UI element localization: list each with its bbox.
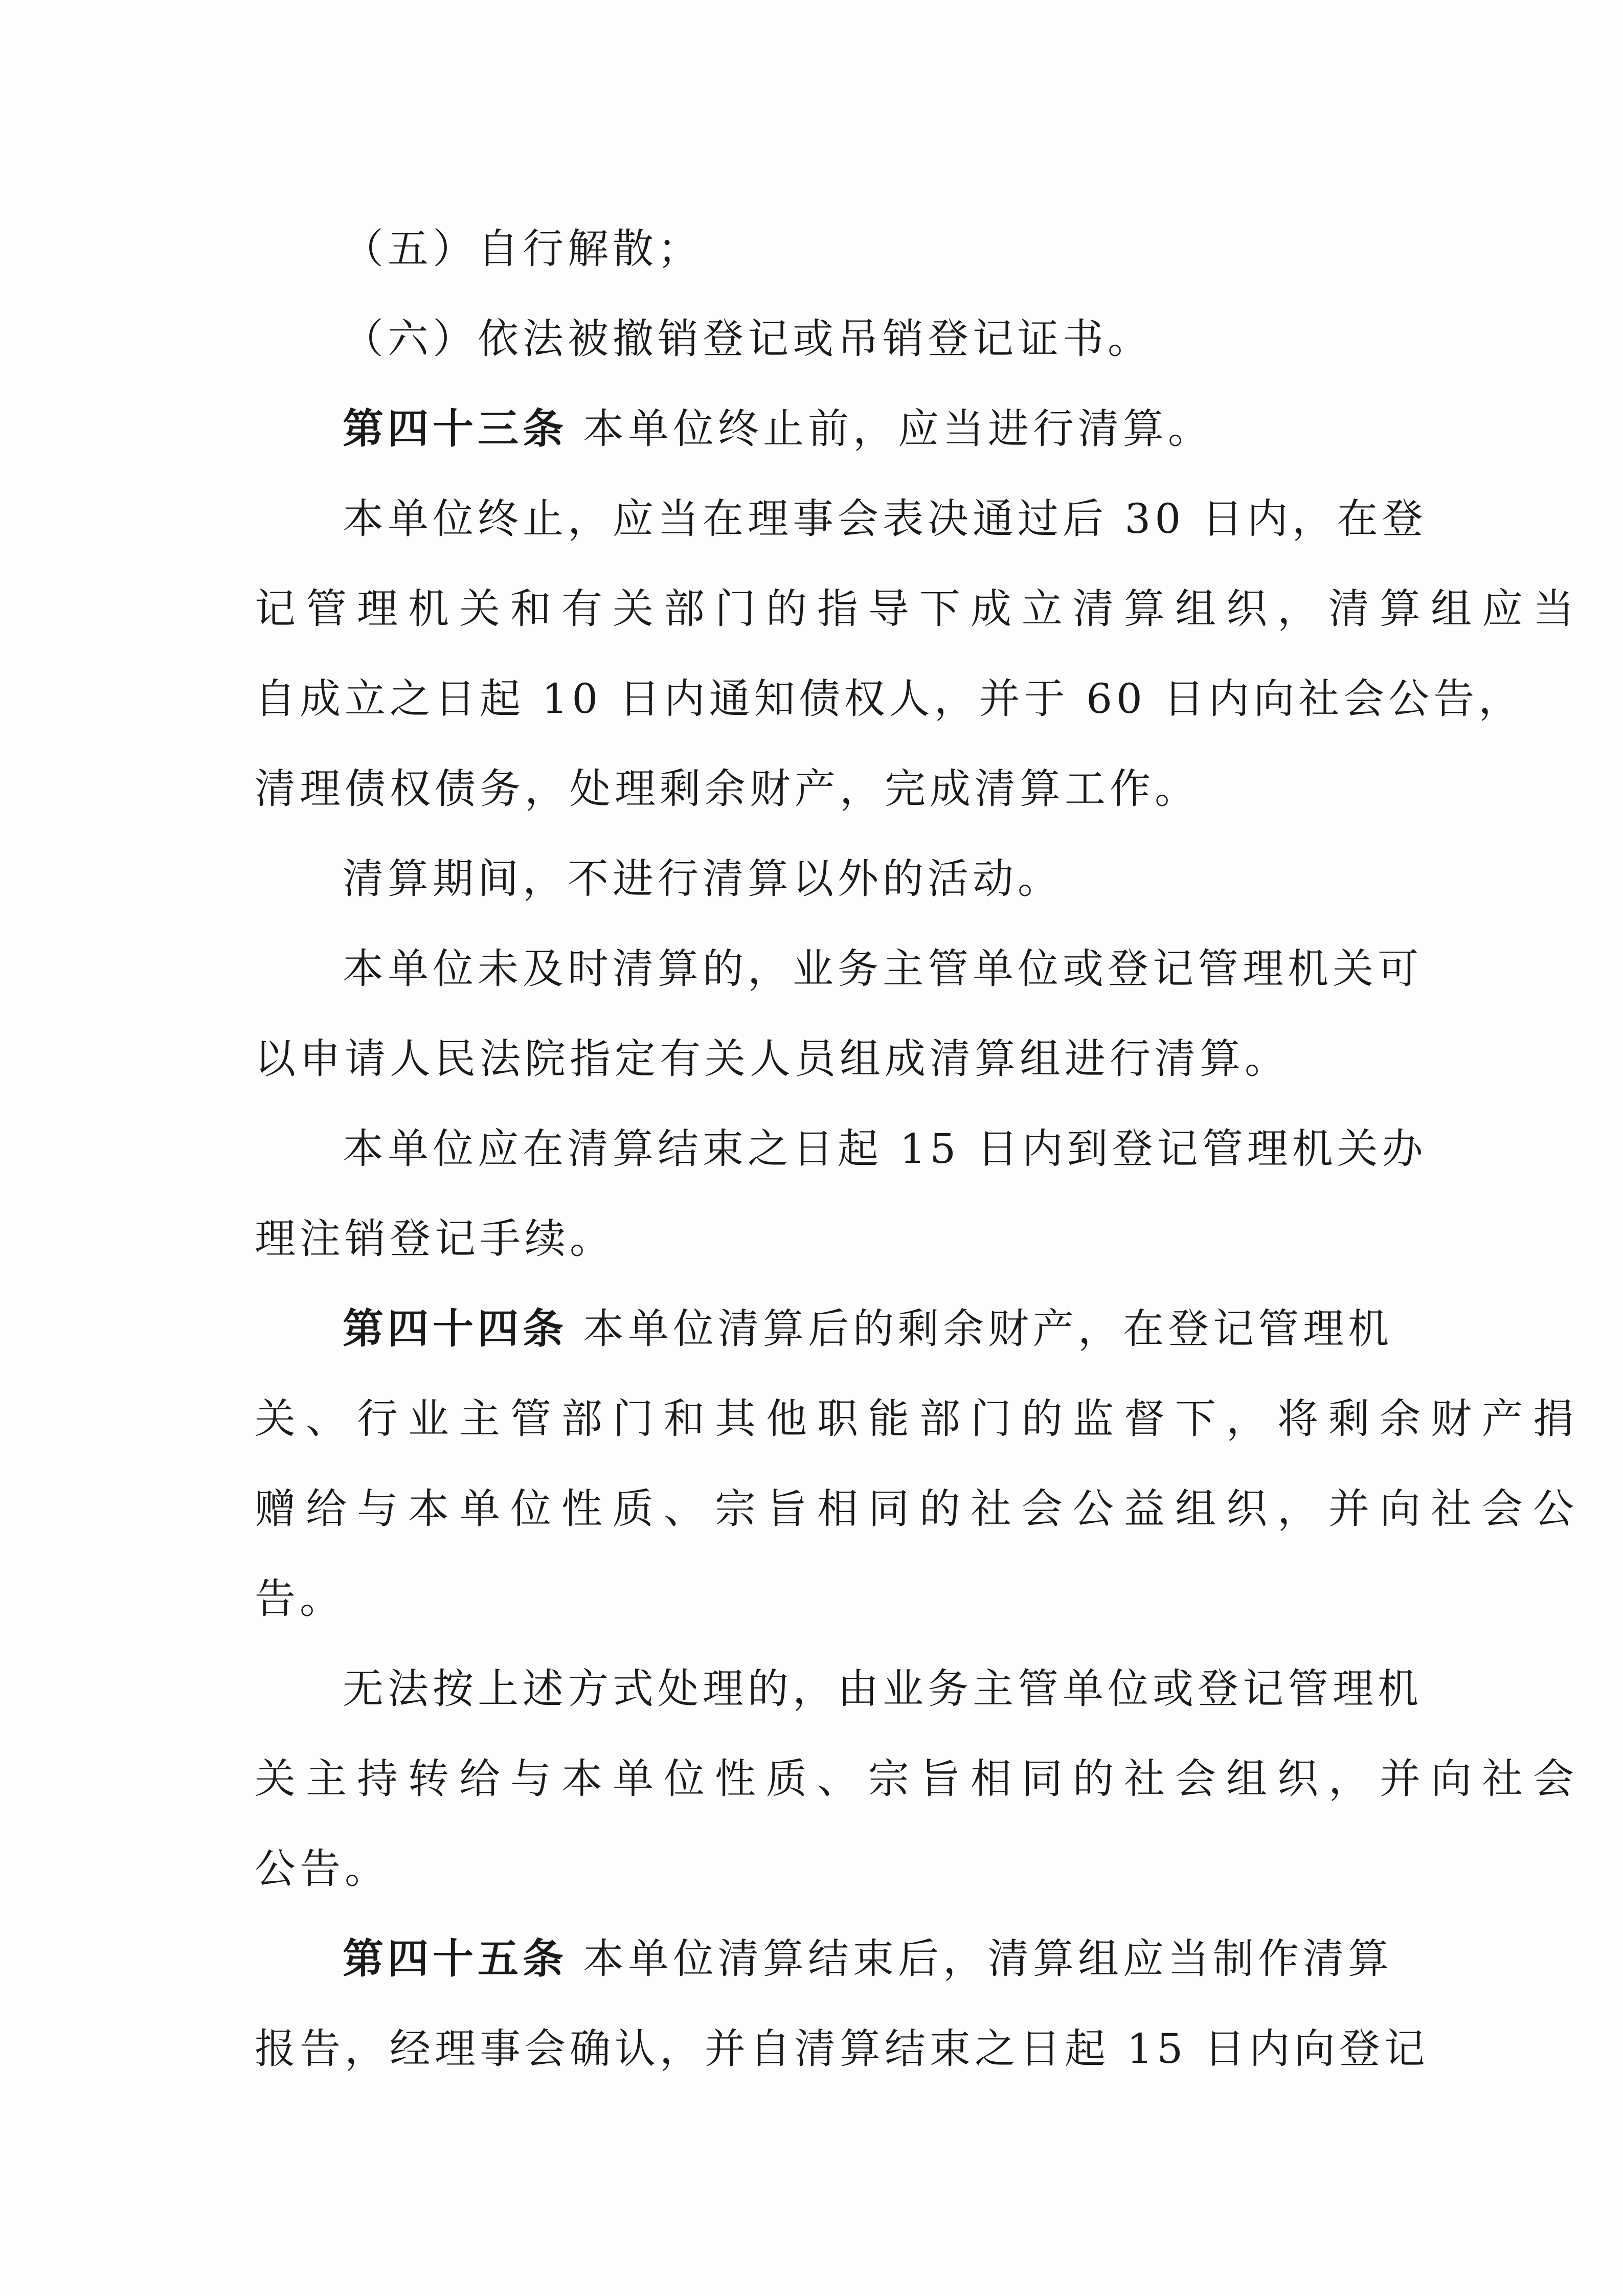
article-line [0, 1914, 1623, 2004]
paragraph-line [0, 1734, 1623, 1824]
paragraph-line [0, 1464, 1623, 1554]
line-text: 关主持转给与本单位性质、宗旨相同的社会组织，并向社会 [255, 1755, 1584, 1803]
line-text: 本单位终止前，应当进行清算。 [583, 405, 1213, 453]
line-text: 本单位未及时清算的，业务主管单位或登记管理机关可 [343, 945, 1423, 993]
article-line [0, 384, 1623, 474]
paragraph-line [0, 2004, 1623, 2094]
paragraph-line [0, 924, 1623, 1014]
article-heading: 第四十三条 [343, 405, 568, 453]
paragraph-line [0, 1194, 1623, 1284]
line-text: 无法按上述方式处理的，由业务主管单位或登记管理机 [343, 1665, 1423, 1713]
line-text: 关、行业主管部门和其他职能部门的监督下，将剩余财产捐 [255, 1395, 1584, 1443]
article-line [0, 1284, 1623, 1374]
paragraph-line [0, 1824, 1623, 1914]
paragraph-line [0, 474, 1623, 564]
paragraph-line [0, 294, 1623, 384]
line-text: 清算期间，不进行清算以外的活动。 [343, 855, 1063, 903]
line-text: （六）依法被撤销登记或吊销登记证书。 [343, 315, 1153, 363]
line-text: 报告，经理事会确认，并自清算结束之日起 15 日内向登记 [255, 2025, 1429, 2073]
line-text: 记管理机关和有关部门的指导下成立清算组织，清算组应当 [255, 585, 1584, 633]
line-text: 公告。 [255, 1845, 390, 1893]
line-text: 本单位应在清算结束之日起 15 日内到登记管理机关办 [343, 1125, 1427, 1173]
paragraph-line [0, 1104, 1623, 1194]
line-text: 本单位清算结束后，清算组应当制作清算 [583, 1935, 1393, 1983]
line-text: 本单位清算后的剩余财产，在登记管理机 [583, 1305, 1393, 1353]
article-heading: 第四十四条 [343, 1305, 568, 1353]
line-text: 理注销登记手续。 [255, 1215, 615, 1263]
line-text: 本单位终止，应当在理事会表决通过后 30 日内，在登 [343, 495, 1427, 543]
line-text: 清理债权债务，处理剩余财产，完成清算工作。 [255, 765, 1200, 813]
paragraph-line [0, 654, 1623, 744]
paragraph-line [0, 744, 1623, 834]
line-text: （五）自行解散； [343, 225, 703, 273]
paragraph-line [0, 1644, 1623, 1734]
article-heading: 第四十五条 [343, 1935, 568, 1983]
line-text: 自成立之日起 10 日内通知债权人，并于 60 日内向社会公告， [255, 675, 1524, 723]
line-text: 赠给与本单位性质、宗旨相同的社会公益组织，并向社会公 [255, 1485, 1584, 1533]
paragraph-line [0, 1014, 1623, 1104]
paragraph-line [0, 1554, 1623, 1644]
line-text: 以申请人民法院指定有关人员组成清算组进行清算。 [255, 1035, 1290, 1083]
paragraph-line [0, 1374, 1623, 1464]
paragraph-line [0, 564, 1623, 654]
paragraph-line [0, 204, 1623, 294]
line-text: 告。 [255, 1575, 345, 1623]
paragraph-line [0, 834, 1623, 924]
